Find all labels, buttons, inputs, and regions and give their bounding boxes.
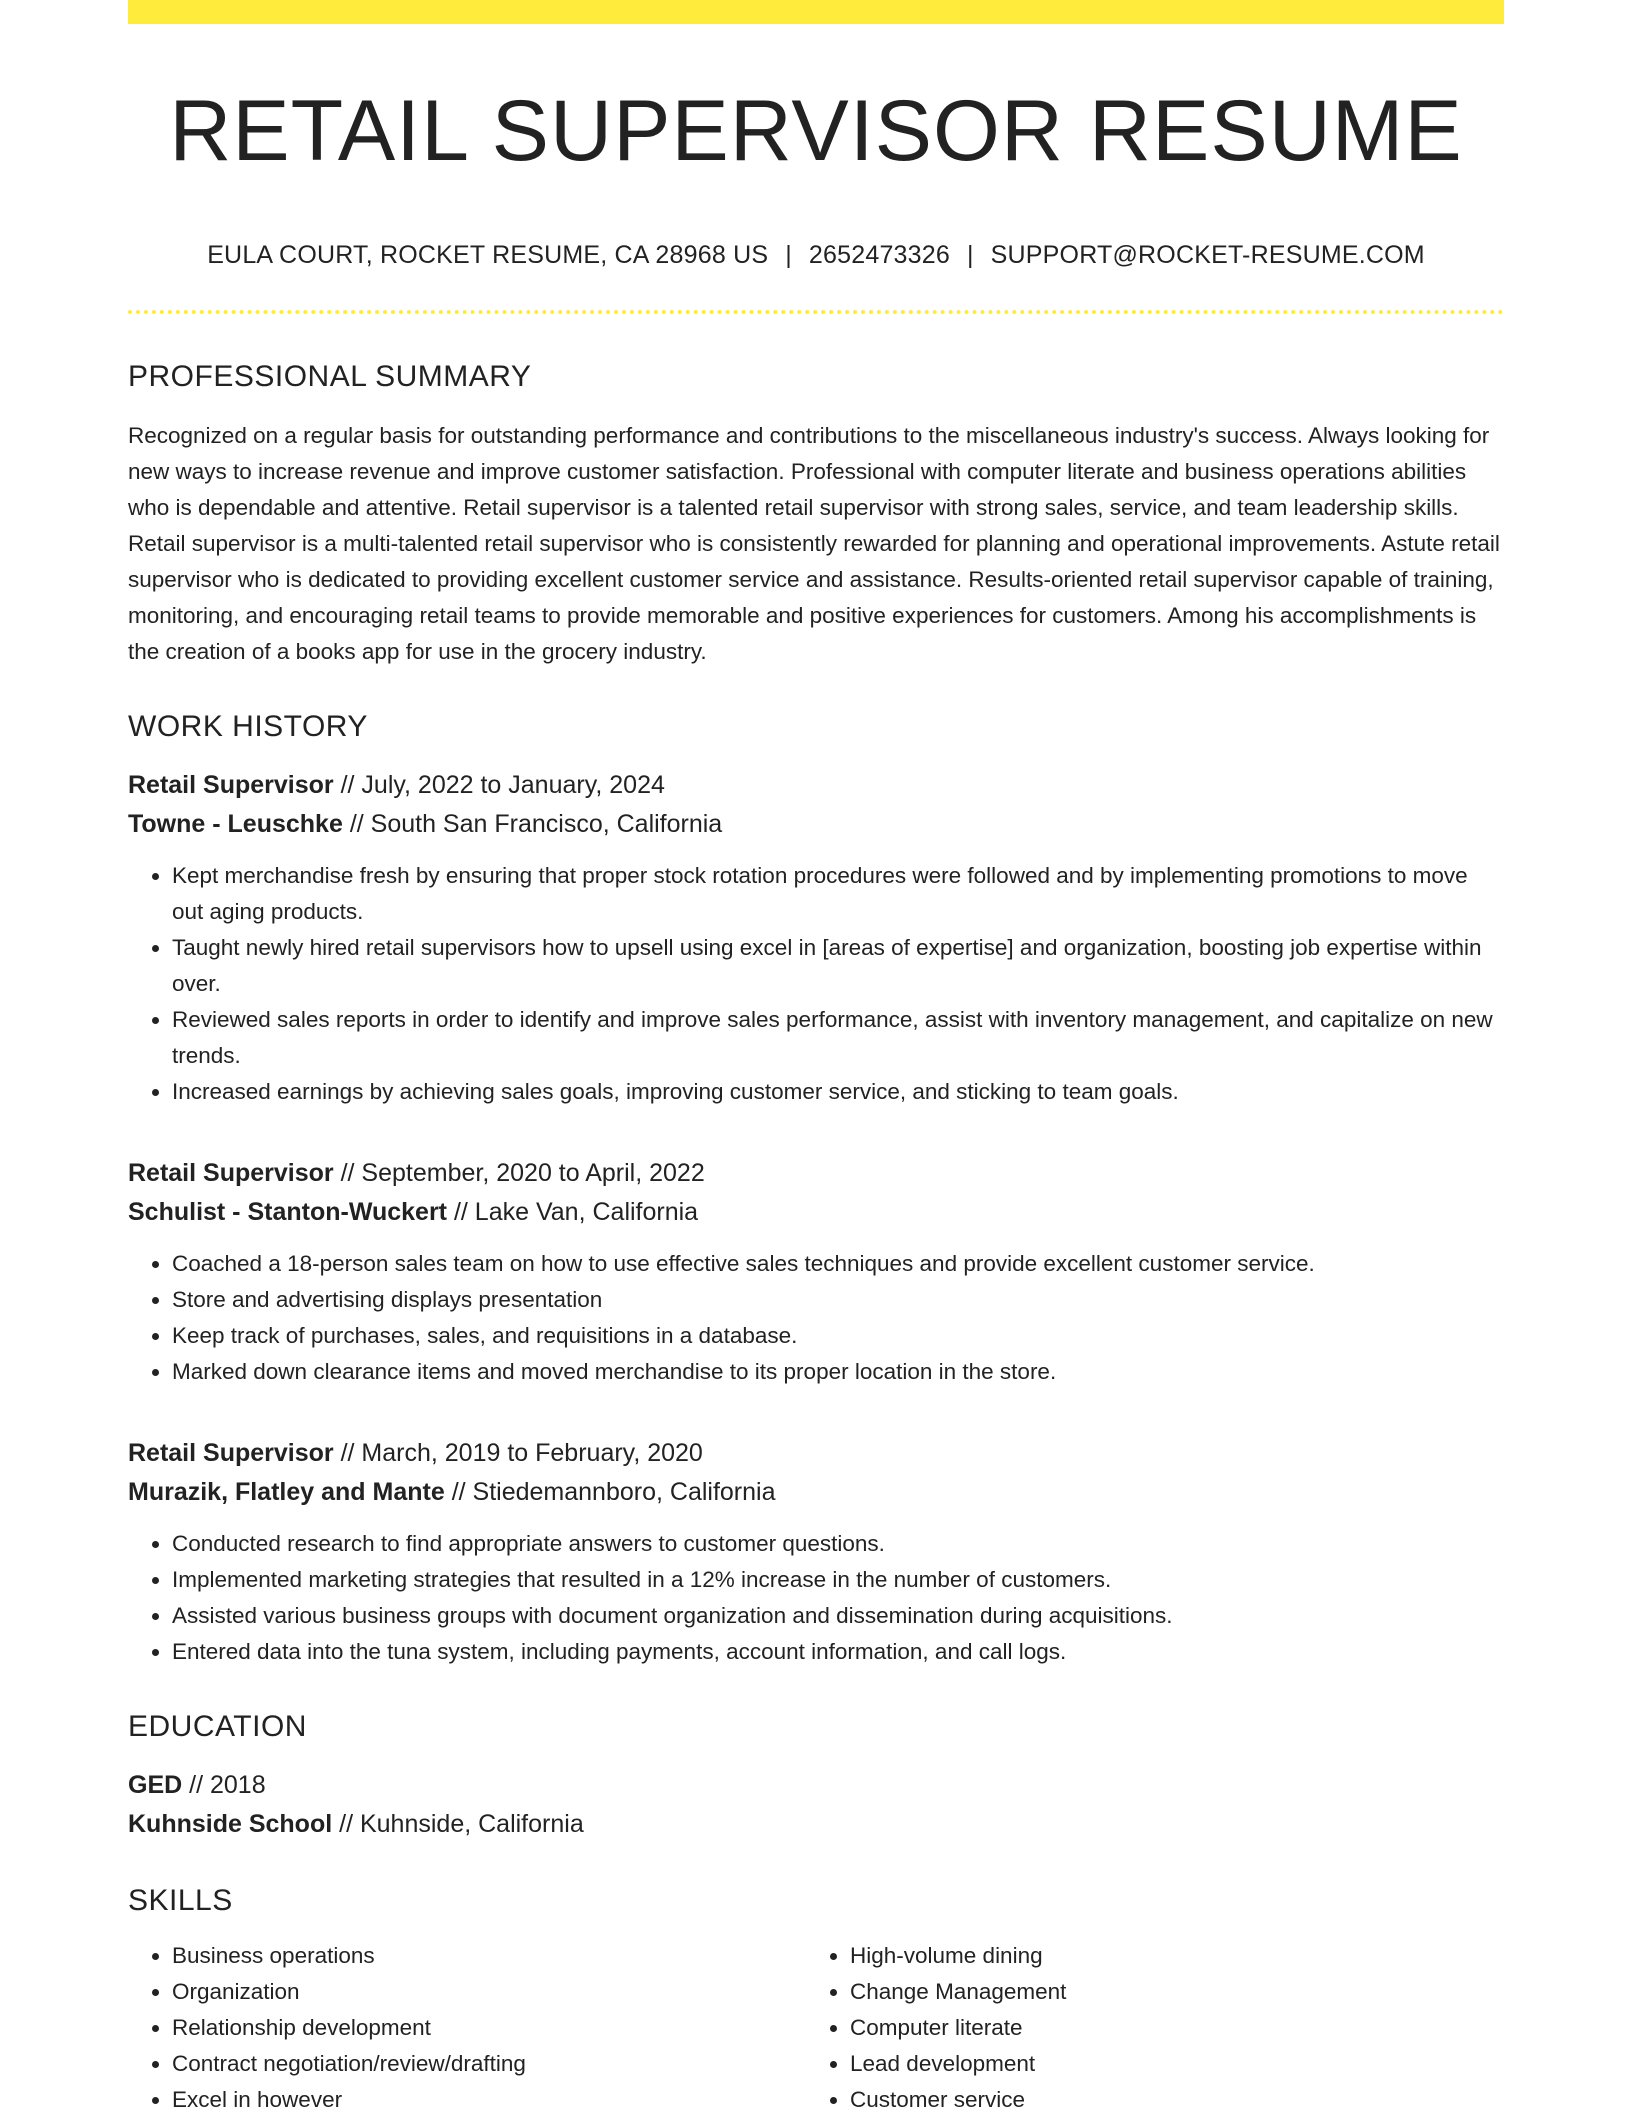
job-title-line [128, 1154, 1504, 1193]
education-year: // 2018 [189, 1770, 266, 1799]
skills-heading: SKILLS [128, 1883, 233, 1917]
dotted-divider [128, 310, 1504, 314]
job-dates: // July, 2022 to January, 2024 [340, 770, 665, 799]
job-bullet: • Marked down clearance items and moved merchandise to its proper location in the store. [172, 1354, 1504, 1390]
education-heading: EDUCATION [128, 1709, 307, 1743]
contact-address: EULA COURT, ROCKET RESUME, CA 28968 US [207, 240, 769, 269]
top-accent-bar [128, 0, 1504, 24]
skill-item: • High-volume dining [850, 1938, 1484, 1974]
contact-email: SUPPORT@ROCKET-RESUME.COM [990, 240, 1425, 269]
skill-item: • Excel in however [172, 2082, 806, 2118]
job-bullet: • Store and advertising displays presentation [172, 1282, 1504, 1318]
skill-item: • Organization [172, 1974, 806, 2010]
job-title: Retail Supervisor [128, 1438, 334, 1467]
job-company-line [128, 1473, 1504, 1512]
skills-list-left [128, 1938, 806, 2118]
job-location: // South San Francisco, California [349, 809, 723, 838]
education-school-line [128, 1805, 1504, 1844]
skill-item: • Lead development [850, 2046, 1484, 2082]
education-entry [128, 1766, 1504, 1844]
skills-list-right [806, 1938, 1484, 2118]
job-bullet: • Assisted various business groups with document organization and dissemination during acquisitions. [172, 1598, 1504, 1634]
resume-title: RETAIL SUPERVISOR RESUME [169, 83, 1463, 179]
job-title: Retail Supervisor [128, 770, 334, 799]
job-company: Schulist - Stanton-Wuckert [128, 1197, 448, 1226]
resume-page [128, 0, 1504, 2118]
job-bullets [128, 858, 1504, 1110]
job-bullets [128, 1246, 1504, 1390]
contact-phone: 2652473326 [808, 240, 950, 269]
education-location: // Kuhnside, California [339, 1809, 584, 1838]
skill-item: • Contract negotiation/review/drafting [172, 2046, 806, 2082]
job-dates: // September, 2020 to April, 2022 [340, 1158, 705, 1187]
job-bullet: • Reviewed sales reports in order to identify and improve sales performance, assist with inventory management, and capitalize on new trends. [172, 1002, 1504, 1074]
job-location: // Stiedemannboro, California [451, 1477, 776, 1506]
skills-columns [128, 1938, 1504, 2118]
job-company-line [128, 1193, 1504, 1232]
job-bullet: • Implemented marketing strategies that resulted in a 12% increase in the number of customers. [172, 1562, 1504, 1598]
skill-item: • Customer service [850, 2082, 1484, 2118]
job-location: // Lake Van, California [453, 1197, 699, 1226]
job-entry [128, 1434, 1504, 1670]
job-bullet: • Conducted research to find appropriate answers to customer questions. [172, 1526, 1504, 1562]
job-title-line [128, 1434, 1504, 1473]
skill-item: • Change Management [850, 1974, 1484, 2010]
job-bullet: • Taught newly hired retail supervisors how to upsell using excel in [areas of expertise] and organization, boosting job expertise within over. [172, 930, 1504, 1002]
job-bullet: • Entered data into the tuna system, including payments, account information, and call logs. [172, 1634, 1504, 1670]
job-bullet: • Coached a 18-person sales team on how to use effective sales techniques and provide excellent customer service. [172, 1246, 1504, 1282]
education-degree: GED [128, 1770, 183, 1799]
job-dates: // March, 2019 to February, 2020 [340, 1438, 703, 1467]
job-bullets [128, 1526, 1504, 1670]
work-history-heading: WORK HISTORY [128, 709, 368, 743]
contact-separator: | [966, 240, 974, 269]
education-school: Kuhnside School [128, 1809, 333, 1838]
contact-line [128, 241, 1504, 270]
skill-item: • Computer literate [850, 2010, 1484, 2046]
job-title: Retail Supervisor [128, 1158, 334, 1187]
job-bullet: • Kept merchandise fresh by ensuring that proper stock rotation procedures were followed and by implementing promotions to move out aging products. [172, 858, 1504, 930]
job-title-line [128, 766, 1504, 805]
skill-item: • Relationship development [172, 2010, 806, 2046]
summary-heading: PROFESSIONAL SUMMARY [128, 359, 532, 393]
skill-item: • Business operations [172, 1938, 806, 1974]
job-bullet: • Increased earnings by achieving sales goals, improving customer service, and sticking to team goals. [172, 1074, 1504, 1110]
job-entry [128, 766, 1504, 1110]
summary-text: Recognized on a regular basis for outstanding performance and contributions to the miscellaneous industry's success. Always looking for new ways to increase revenue and improve customer satisfaction. Professional with computer literate and business operations abilities who is dependable and attentive. Retail supervisor is a talented retail supervisor with strong sales, service, and team leadership skills. Retail supervisor is a multi-talented retail supervisor who is consistently rewarded for planning and operational improvements. Astute retail supervisor who is dedicated to providing excellent customer service and assistance. Results-oriented retail supervisor capable of training, monitoring, and encouraging retail teams to provide memorable and positive experiences for customers. Among his accomplishments is the creation of a books app for use in the grocery industry. [128, 422, 1500, 664]
job-bullet: • Keep track of purchases, sales, and requisitions in a database. [172, 1318, 1504, 1354]
job-company: Murazik, Flatley and Mante [128, 1477, 445, 1506]
contact-separator: | [785, 240, 792, 269]
education-degree-line [128, 1766, 1504, 1805]
job-company-line [128, 805, 1504, 844]
job-entry [128, 1154, 1504, 1390]
job-company: Towne - Leuschke [128, 809, 343, 838]
